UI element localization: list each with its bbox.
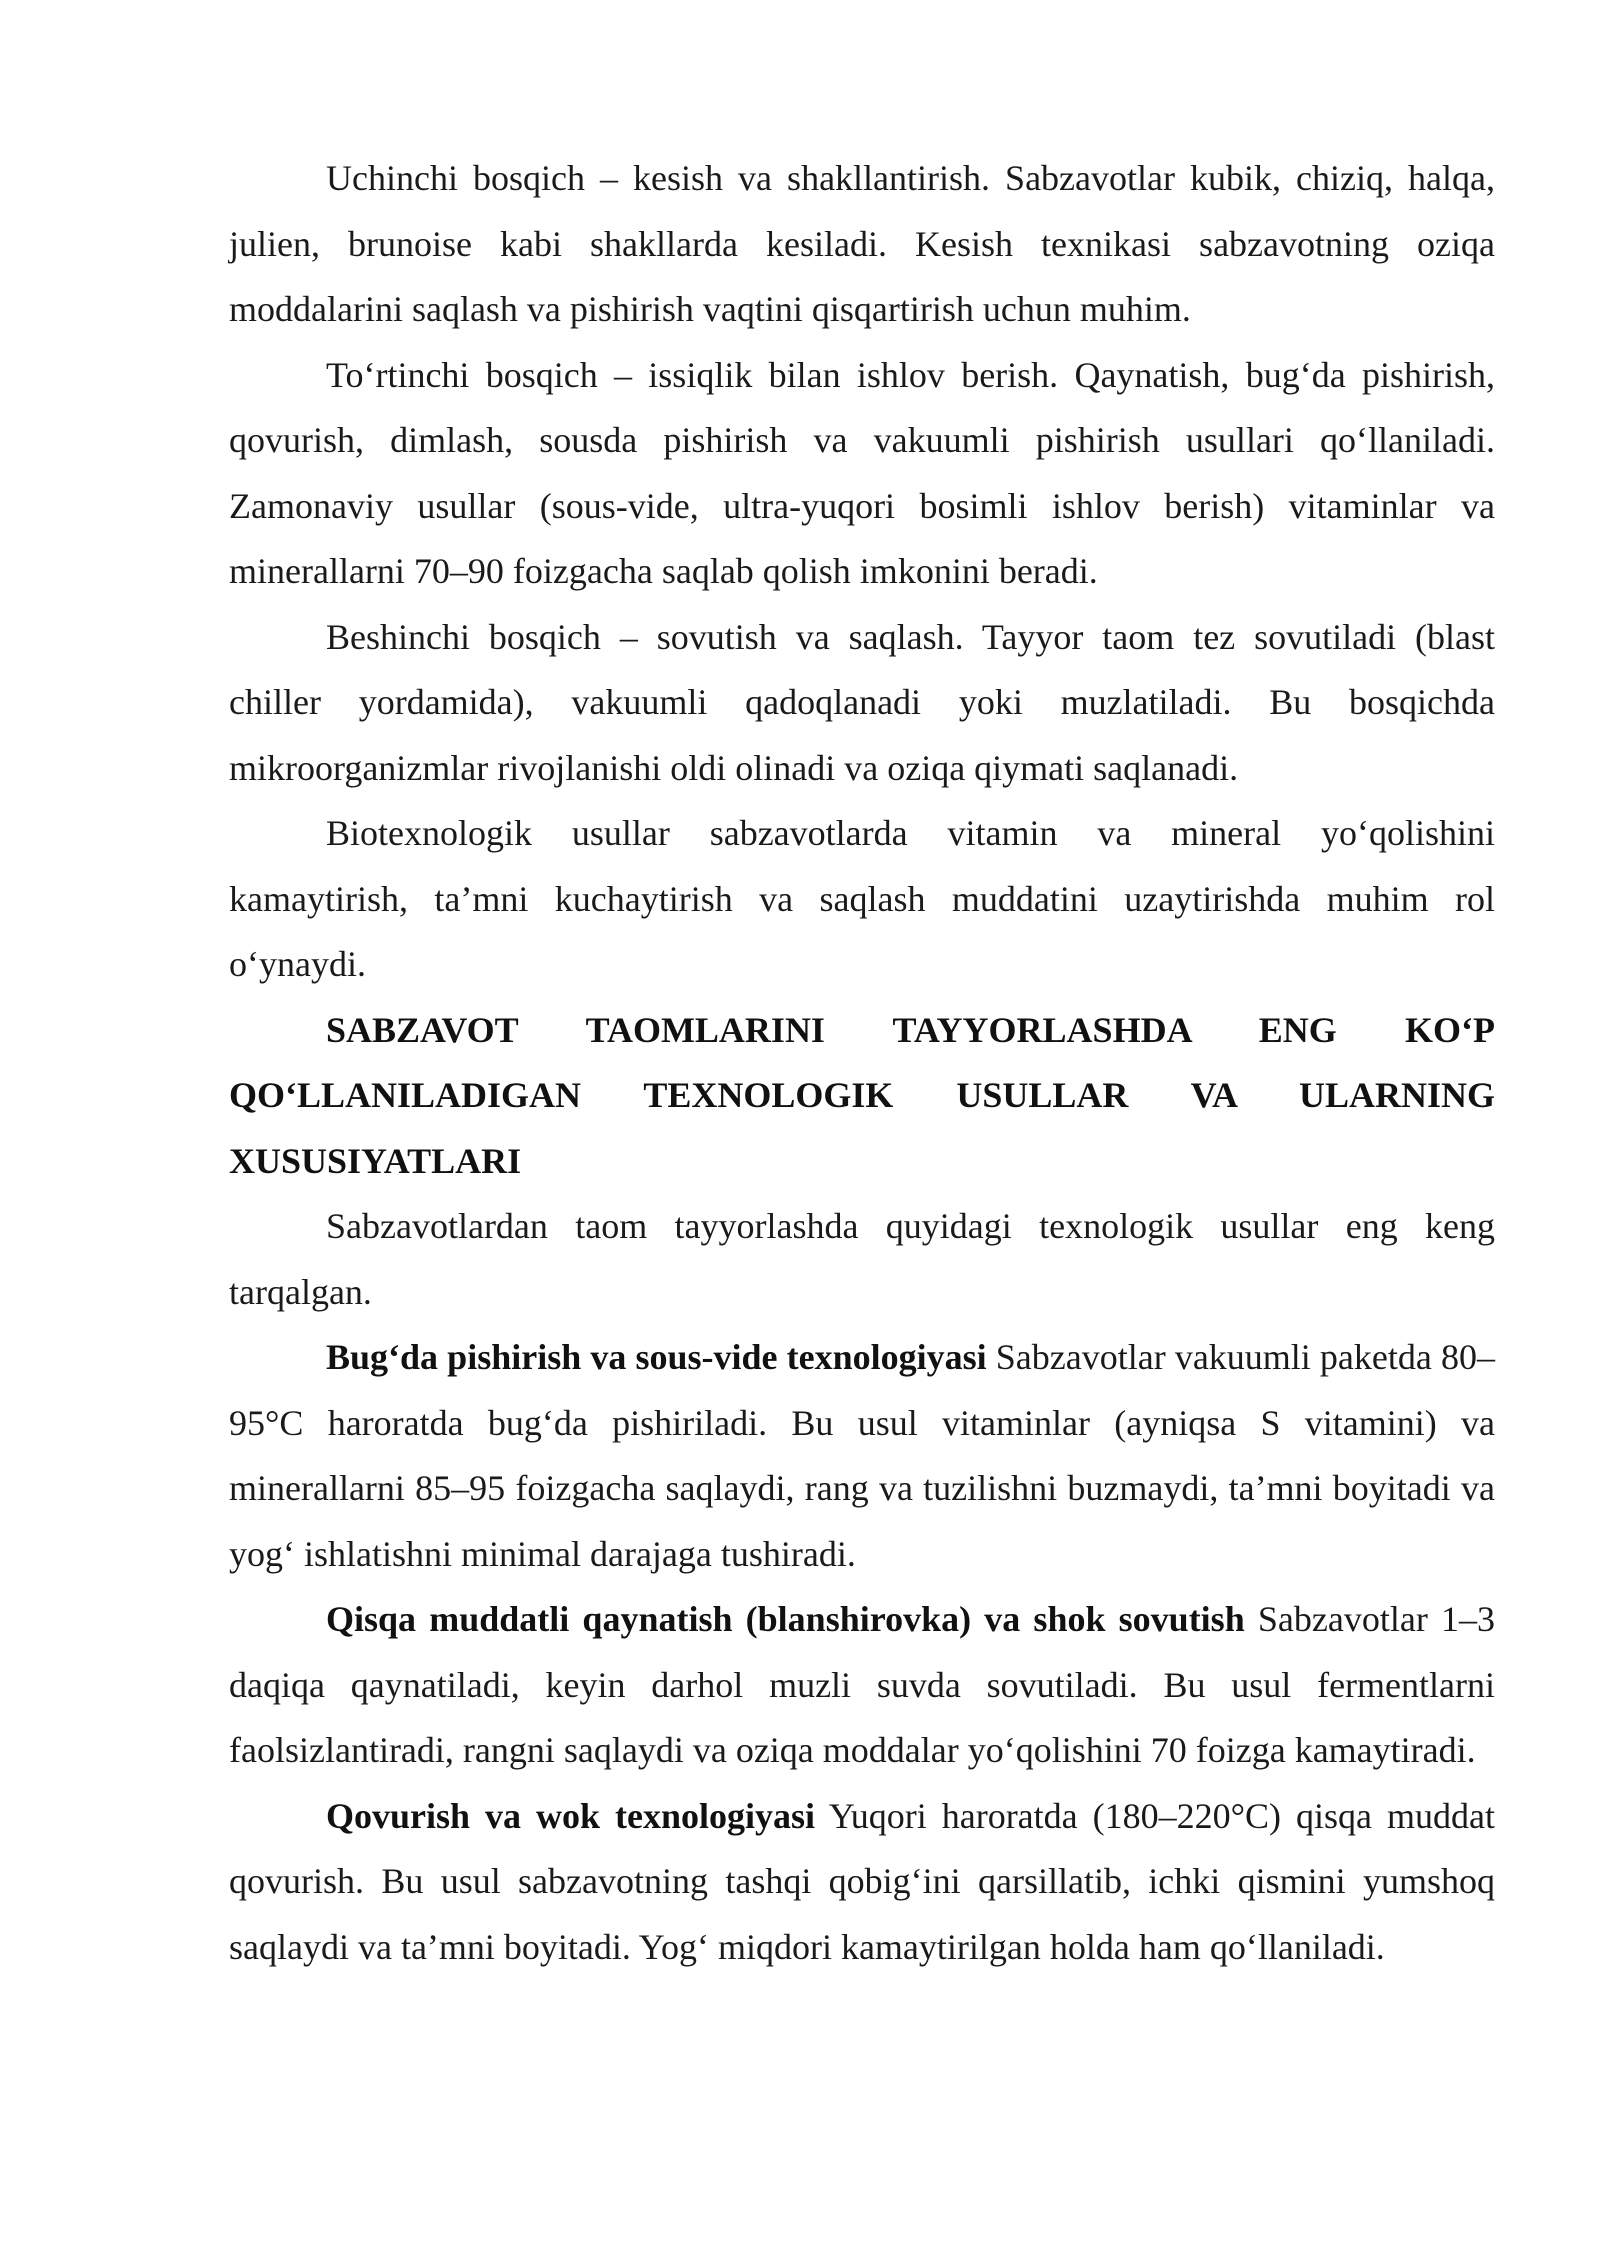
document-page <box>229 146 1495 1980</box>
paragraph-stage-three: Uchinchi bosqich – kesish va shakllantirish. Sabzavotlar kubik, chiziq, halqa, julien, brunoise kabi shakllarda kesiladi. Kesish texnikasi sabzavotning oziqa moddalarini saqlash va pishirish vaqtini qisqartirish uchun muhim. <box>229 158 1495 329</box>
method-title: Qovurish va wok texnologiyasi <box>326 1795 816 1836</box>
method-title: Qisqa muddatli qaynatish (blanshirovka) va shok sovutish <box>326 1599 1245 1639</box>
method-blanching-shock-cooling <box>229 1587 1495 1784</box>
paragraph-stage-four: To‘rtinchi bosqich – issiqlik bilan ishlov berish. Qaynatish, bug‘da pishirish, qovurish, dimlash, sousda pishirish va vakuumli pishirish usullari qo‘llaniladi. Zamonaviy usullar (sous-vide, ultra-yuqori bosimli ishlov berish) vitaminlar va minerallarni 70–90 foizgacha saqlab qolish imkonini beradi. <box>229 354 1495 591</box>
method-description: Sabzavotlar 1–3 daqiqa qaynatiladi, keyin darhol muzli suvda sovutiladi. Bu usul fermentlarni faolsizlantiradi, rangni saqlaydi va oziqa moddalar yo‘qolishini 70 foizga kamaytiradi. <box>229 1599 1495 1770</box>
section-heading: SABZAVOT TAOMLARINI TAYYORLASHDA ENG KO‘P QO‘LLANILADIGAN TEXNOLOGIK USULLAR VA ULARNING XUSUSIYATLARI <box>229 1009 1495 1181</box>
paragraph-biotech-methods: Biotexnologik usullar sabzavotlarda vitamin va mineral yo‘qolishini kamaytirish, ta’mni kuchaytirish va saqlash muddatini uzaytirishda muhim rol o‘ynaydi. <box>229 813 1495 984</box>
method-frying-wok <box>229 1784 1495 1981</box>
paragraph-stage-five: Beshinchi bosqich – sovutish va saqlash. Tayyor taom tez sovutiladi (blast chiller yordamida), vakuumli qadoqlanadi yoki muzlatiladi. Bu bosqichda mikroorganizmlar rivojlanishi oldi olinadi va oziqa qiymati saqlanadi. <box>229 616 1495 788</box>
method-steaming-sous-vide <box>229 1325 1495 1587</box>
method-title: Bug‘da pishirish va sous-vide texnologiyasi <box>326 1337 987 1377</box>
paragraph-intro: Sabzavotlardan taom tayyorlashda quyidagi texnologik usullar eng keng tarqalgan. <box>229 1206 1495 1312</box>
method-description: Yuqori haroratda (180–220°C) qisqa muddat qovurish. Bu usul sabzavotning tashqi qobig‘ini qarsillatib, ichki qismini yumshoq saqlaydi va ta’mni boyitadi. Yog‘ miqdori kamaytirilgan holda ham qo‘llaniladi. <box>229 1795 1495 1967</box>
method-description: Sabzavotlar vakuumli paketda 80–95°C haroratda bug‘da pishiriladi. Bu usul vitaminlar (ayniqsa S vitamini) va minerallarni 85–95 foizgacha saqlaydi, rang va tuzilishni buzmaydi, ta’mni boyitadi va yog‘ ishlatishni minimal darajaga tushiradi. <box>229 1337 1495 1574</box>
